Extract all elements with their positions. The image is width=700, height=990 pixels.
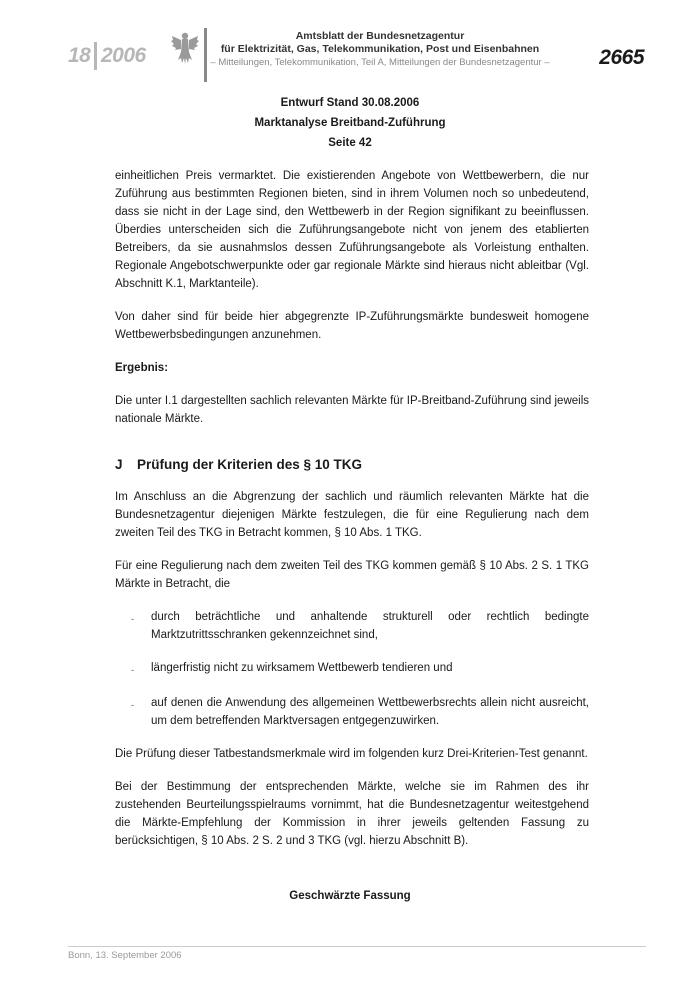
- criteria-list: [115, 608, 589, 730]
- blacked-version-label: Geschwärzte Fassung: [289, 890, 411, 902]
- document-body: [115, 167, 589, 865]
- list-item: [115, 694, 589, 730]
- list-item-text: längerfristig nicht zu wirksamem Wettbewerb tendieren und: [151, 662, 453, 674]
- bullet-marker: -: [131, 700, 134, 710]
- paragraph: Für eine Regulierung nach dem zweiten Teil des TKG kommen gemäß § 10 Abs. 2 S. 1 TKG Märkte in Betracht, die: [115, 560, 589, 590]
- paragraph: Die Prüfung dieser Tatbestandsmerkmale wird im folgenden kurz Drei-Kriterien-Test genannt.: [115, 748, 588, 760]
- paragraph: Bei der Bestimmung der entsprechenden Märkte, welche sie im Rahmen des ihr zustehenden Beurteilungsspielraums vornimmt, hat die Bundesnetzagentur weitestgehend die Märkte-Empfehlung der Kommission in ihrer jeweils geltenden Fassung zu berücksichtigen, § 10 Abs. 2 S. 2 und 3 TKG (vgl. hierzu Abschnitt B).: [115, 781, 589, 847]
- draft-status: Entwurf Stand 30.08.2006: [280, 97, 420, 109]
- section-letter: J: [115, 457, 123, 472]
- list-item-text: auf denen die Anwendung des allgemeinen Wettbewerbsrechts allein nicht ausreicht, um dem betreffenden Marktversagen entgegenzuwirken.: [151, 697, 589, 727]
- list-item: [115, 659, 589, 679]
- document-page: Seite 42: [328, 137, 372, 149]
- paragraph: Im Anschluss an die Abgrenzung der sachlich und räumlich relevanten Märkte hat die Bundesnetzagentur diejenigen Märkte festzulegen, die für eine Regulierung nach dem zweiten Teil des TKG in Betracht kommen, § 10 Abs. 1 TKG.: [115, 491, 589, 539]
- publication-title: Amtsblatt der Bundesnetzagentur: [295, 30, 465, 42]
- paragraph: Die unter I.1 dargestellten sachlich relevanten Märkte für IP-Breitband-Zuführung sind jeweils nationale Märkte.: [115, 395, 589, 425]
- document-title: Marktanalyse Breitband-Zuführung: [254, 117, 446, 129]
- issue-number: 18: [68, 44, 91, 67]
- publication-subtitle: für Elektrizität, Gas, Telekommunikation, Post und Eisenbahnen: [220, 43, 540, 55]
- footer-place-date: Bonn, 13. September 2006: [68, 950, 182, 961]
- page-number: 2665: [599, 46, 644, 69]
- section-heading: [115, 456, 589, 474]
- list-item: [115, 608, 589, 644]
- footer-divider: [68, 946, 646, 947]
- section-line: – Mitteilungen, Telekommunikation, Teil A, Mitteilungen der Bundesnetzagentur –: [210, 57, 550, 68]
- page-header: [0, 0, 700, 90]
- issue-year: 2006: [101, 44, 146, 67]
- bullet-marker: -: [131, 665, 134, 675]
- paragraph: einheitlichen Preis vermarktet. Die existierenden Angebote von Wettbewerbern, die nur Zuführung aus bestimmten Regionen bieten, sind in ihrem Volumen noch so unbedeutend, dass sie nicht in der Lage sind, den Wettbewerb in der Region signifikant zu beeinflussen. Überdies unterscheiden sich die Zuführungsangebote nicht von jenem des etablierten Betreibers, da sie ausnahmslos dessen Zuführungsangebote als Vorleistung enthalten. Regionale Angebotschwerpunkte oder gar regionale Märkte sind hieraus nicht ableitbar (Vgl. Abschnitt K.1, Marktanteile).: [115, 170, 589, 290]
- section-title: Prüfung der Kriterien des § 10 TKG: [137, 457, 363, 472]
- bullet-marker: -: [131, 614, 134, 624]
- paragraph: Von daher sind für beide hier abgegrenzte IP-Zuführungsmärkte bundesweit homogene Wettbewerbsbedingungen anzunehmen.: [115, 311, 589, 341]
- result-label: Ergebnis:: [115, 362, 169, 374]
- list-item-text: durch beträchtliche und anhaltende strukturell oder rechtlich bedingte Marktzutrittsschranken gekennzeichnet sind,: [151, 611, 589, 641]
